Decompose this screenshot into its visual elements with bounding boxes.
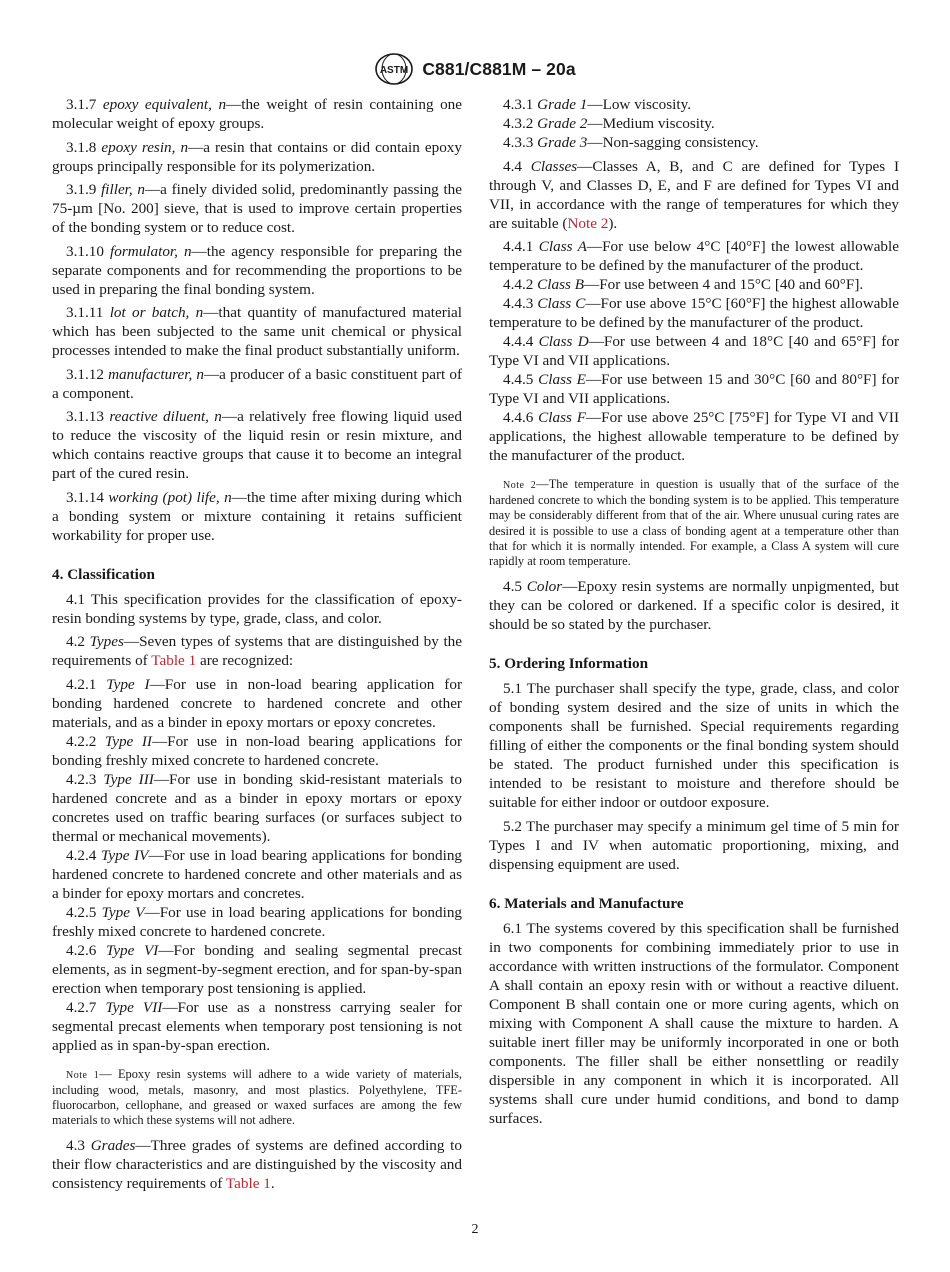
para-4-2-5: 4.2.5 Type V—For use in load bearing applications for bonding freshly mixed concrete to hardened concrete. — [52, 903, 463, 940]
left-column — [52, 95, 462, 1198]
para-4-4-4: 4.4.4 Class D—For use between 4 and 18°C [40 and 65°F] for Type VI and VII applications. — [489, 333, 899, 369]
para-5-1: 5.1 The purchaser shall specify the type, grade, class, and color of bonding system desired and the size of units in which the components shall be furnished. Special requirements regarding filling of either the components or the final bonding system should be stated. The product furnished under this specification is intended to be resistant to moisture and therefore should be suitable for either indoor or outdoor exposure. — [489, 680, 899, 812]
para-5-2: 5.2 The purchaser may specify a minimum gel time of 5 min for Types I and IV when automatic proportioning, mixing, and dispensing equipment are used. — [489, 817, 899, 873]
section-5-heading: 5. Ordering Information — [489, 655, 649, 673]
para-4-4: 4.4 Classes—Classes A, B, and C are defined for Types I through V, and Classes D, E, and F are defined for Types VI and VII, in accordance with the range of temperatures for which they are suitable (Note 2). — [489, 157, 899, 232]
para-3-1-12: 3.1.12 manufacturer, n—a producer of a basic constituent part of a component. — [52, 365, 462, 402]
page-number: 2 — [471, 1222, 479, 1237]
section-6-heading: 6. Materials and Manufacture — [489, 894, 684, 912]
para-4-2-6: 4.2.6 Type VI—For bonding and sealing segmental precast elements, as in segment-by-segment erection, and for span-by-span erection when temporary post tensioning is applied. — [52, 941, 463, 997]
para-4-3-2: 4.3.2 Grade 2—Medium viscosity. — [503, 115, 715, 132]
para-3-1-9: 3.1.9 filler, n—a finely divided solid, predominantly passing the 75-µm [No. 200] sieve, that is used to improve certain properties of the bonding system or to reduce cost. — [52, 181, 462, 236]
note-1: Note 1— Epoxy resin systems will adhere to a wide variety of materials, including wood, metals, masonry, and most plastics. Polyethylene, TFE-fluorocarbon, cellophane, and greased or waxed surfaces are among the few materials to which these systems will not adhere. — [52, 1066, 462, 1128]
para-4-2-2: 4.2.2 Type II—For use in non-load bearing applications for bonding freshly mixed concrete to hardened concrete. — [52, 732, 463, 769]
para-4-2-3: 4.2.3 Type III—For use in bonding skid-resistant materials to hardened concrete and as a binder in epoxy mortars or epoxy concretes used on traffic bearing surfaces (or surfaces subject to thermal or mechanical movements). — [52, 770, 462, 845]
right-column — [489, 95, 899, 1132]
para-3-1-8: 3.1.8 epoxy resin, n—a resin that contains or did contain epoxy groups principally responsible for its polymerization. — [52, 138, 462, 175]
para-4-2-4: 4.2.4 Type IV—For use in load bearing applications for bonding hardened concrete to hardened concrete and other materials and as a binder for epoxy mortars and concretes. — [52, 846, 463, 902]
para-4-4-5: 4.4.5 Class E—For use between 15 and 30°C [60 and 80°F] for Type VI and VII applications. — [489, 371, 899, 407]
para-4-2: 4.2 Types—Seven types of systems that are distinguished by the requirements of Table 1 are recognized: — [52, 633, 463, 669]
para-4-4-1: 4.4.1 Class A—For use below 4°C [40°F] the lowest allowable temperature to be defined by the manufacturer of the product. — [489, 238, 899, 274]
note-2: Note 2—The temperature in question is usually that of the surface of the hardened concrete to which the bonding system is to be applied. This temperature may be considerably different from that of the air. Where unusual curing rates are desired it is possible to use a class of bonding agent at a temperature other than that for which it is normally intended. For example, a Class A system will cure rapidly at room temperature. — [489, 477, 899, 569]
para-3-1-10: 3.1.10 formulator, n—the agency responsible for preparing the separate components and for recommending the proportions to be used in preparing the final bonding system. — [52, 242, 463, 298]
note-2-link[interactable]: Note 2 — [567, 214, 609, 232]
para-4-4-2: 4.4.2 Class B—For use between 4 and 15°C [40 and 60°F]. — [503, 276, 864, 293]
para-4-2-1: 4.2.1 Type I—For use in non-load bearing application for bonding hardened concrete to hardened concrete and other materials, and as a binder in epoxy mortars or epoxy concretes. — [52, 675, 462, 731]
section-4-heading: 4. Classification — [52, 565, 155, 583]
para-4-3-3: 4.3.3 Grade 3—Non-sagging consistency. — [503, 134, 759, 151]
astm-logo-icon — [374, 52, 414, 86]
para-4-5: 4.5 Color—Epoxy resin systems are normally unpigmented, but they can be colored or darkened. If a specific color is desired, it should be so stated by the purchaser. — [489, 578, 899, 634]
para-4-2-7: 4.2.7 Type VII—For use as a nonstress carrying sealer for segmental precast elements when temporary post tensioning is not applied as in span-by-span erection. — [52, 998, 462, 1054]
document-id: C881/C881M – 20a — [422, 58, 576, 79]
para-4-1: 4.1 This specification provides for the classification of epoxy-resin bonding systems by type, grade, class, and color. — [52, 590, 462, 627]
page-header — [0, 52, 950, 86]
para-4-4-3: 4.4.3 Class C—For use above 15°C [60°F] the highest allowable temperature to be defined by the manufacturer of the product. — [489, 295, 899, 331]
para-4-3-1: 4.3.1 Grade 1—Low viscosity. — [503, 96, 692, 113]
para-4-3: 4.3 Grades—Three grades of systems are defined according to their flow characteristics and are distinguished by the viscosity and consistency requirements of Table 1. — [52, 1137, 462, 1193]
para-6-1: 6.1 The systems covered by this specification shall be furnished in two components for combining immediately prior to use in accordance with written instructions of the formulator. Component A shall contain an epoxy resin with or without a reactive diluent. Component B shall contain one or more curing agents, which on mixing with Component A shall cause the mixture to harden. A suitable inert filler may be uniformly incorporated in one or both components. The filler shall be either nonsettling or readily dispersible in any component in which it is incorporated. All systems shall cure under humid conditions, and bond to damp surfaces. — [489, 919, 899, 1127]
para-4-4-6: 4.4.6 Class F—For use above 25°C [75°F] for Type VI and VII applications, the highest allowable temperature to be defined by the manufacturer of the product. — [489, 409, 900, 464]
para-3-1-11: 3.1.11 lot or batch, n—that quantity of manufactured material which has been subjected to the same unit chemical or physical processes intended to make the final product substantially uniform. — [52, 304, 463, 359]
logo-text: ASTM — [380, 65, 409, 76]
para-3-1-7: 3.1.7 epoxy equivalent, n—the weight of resin containing one molecular weight of epoxy groups. — [52, 96, 463, 132]
table-1-link[interactable]: Table 1 — [225, 1175, 271, 1193]
para-3-1-14: 3.1.14 working (pot) life, n—the time after mixing during which a bonding system or mixture containing it retains sufficient workability for proper use. — [52, 488, 463, 544]
table-1-link[interactable]: Table 1 — [151, 652, 197, 669]
para-3-1-13: 3.1.13 reactive diluent, n—a relatively free flowing liquid used to reduce the viscosity of the liquid resin or resin mixture, and which contains reactive groups that cause it to become an integral part of the cured resin. — [52, 408, 462, 482]
